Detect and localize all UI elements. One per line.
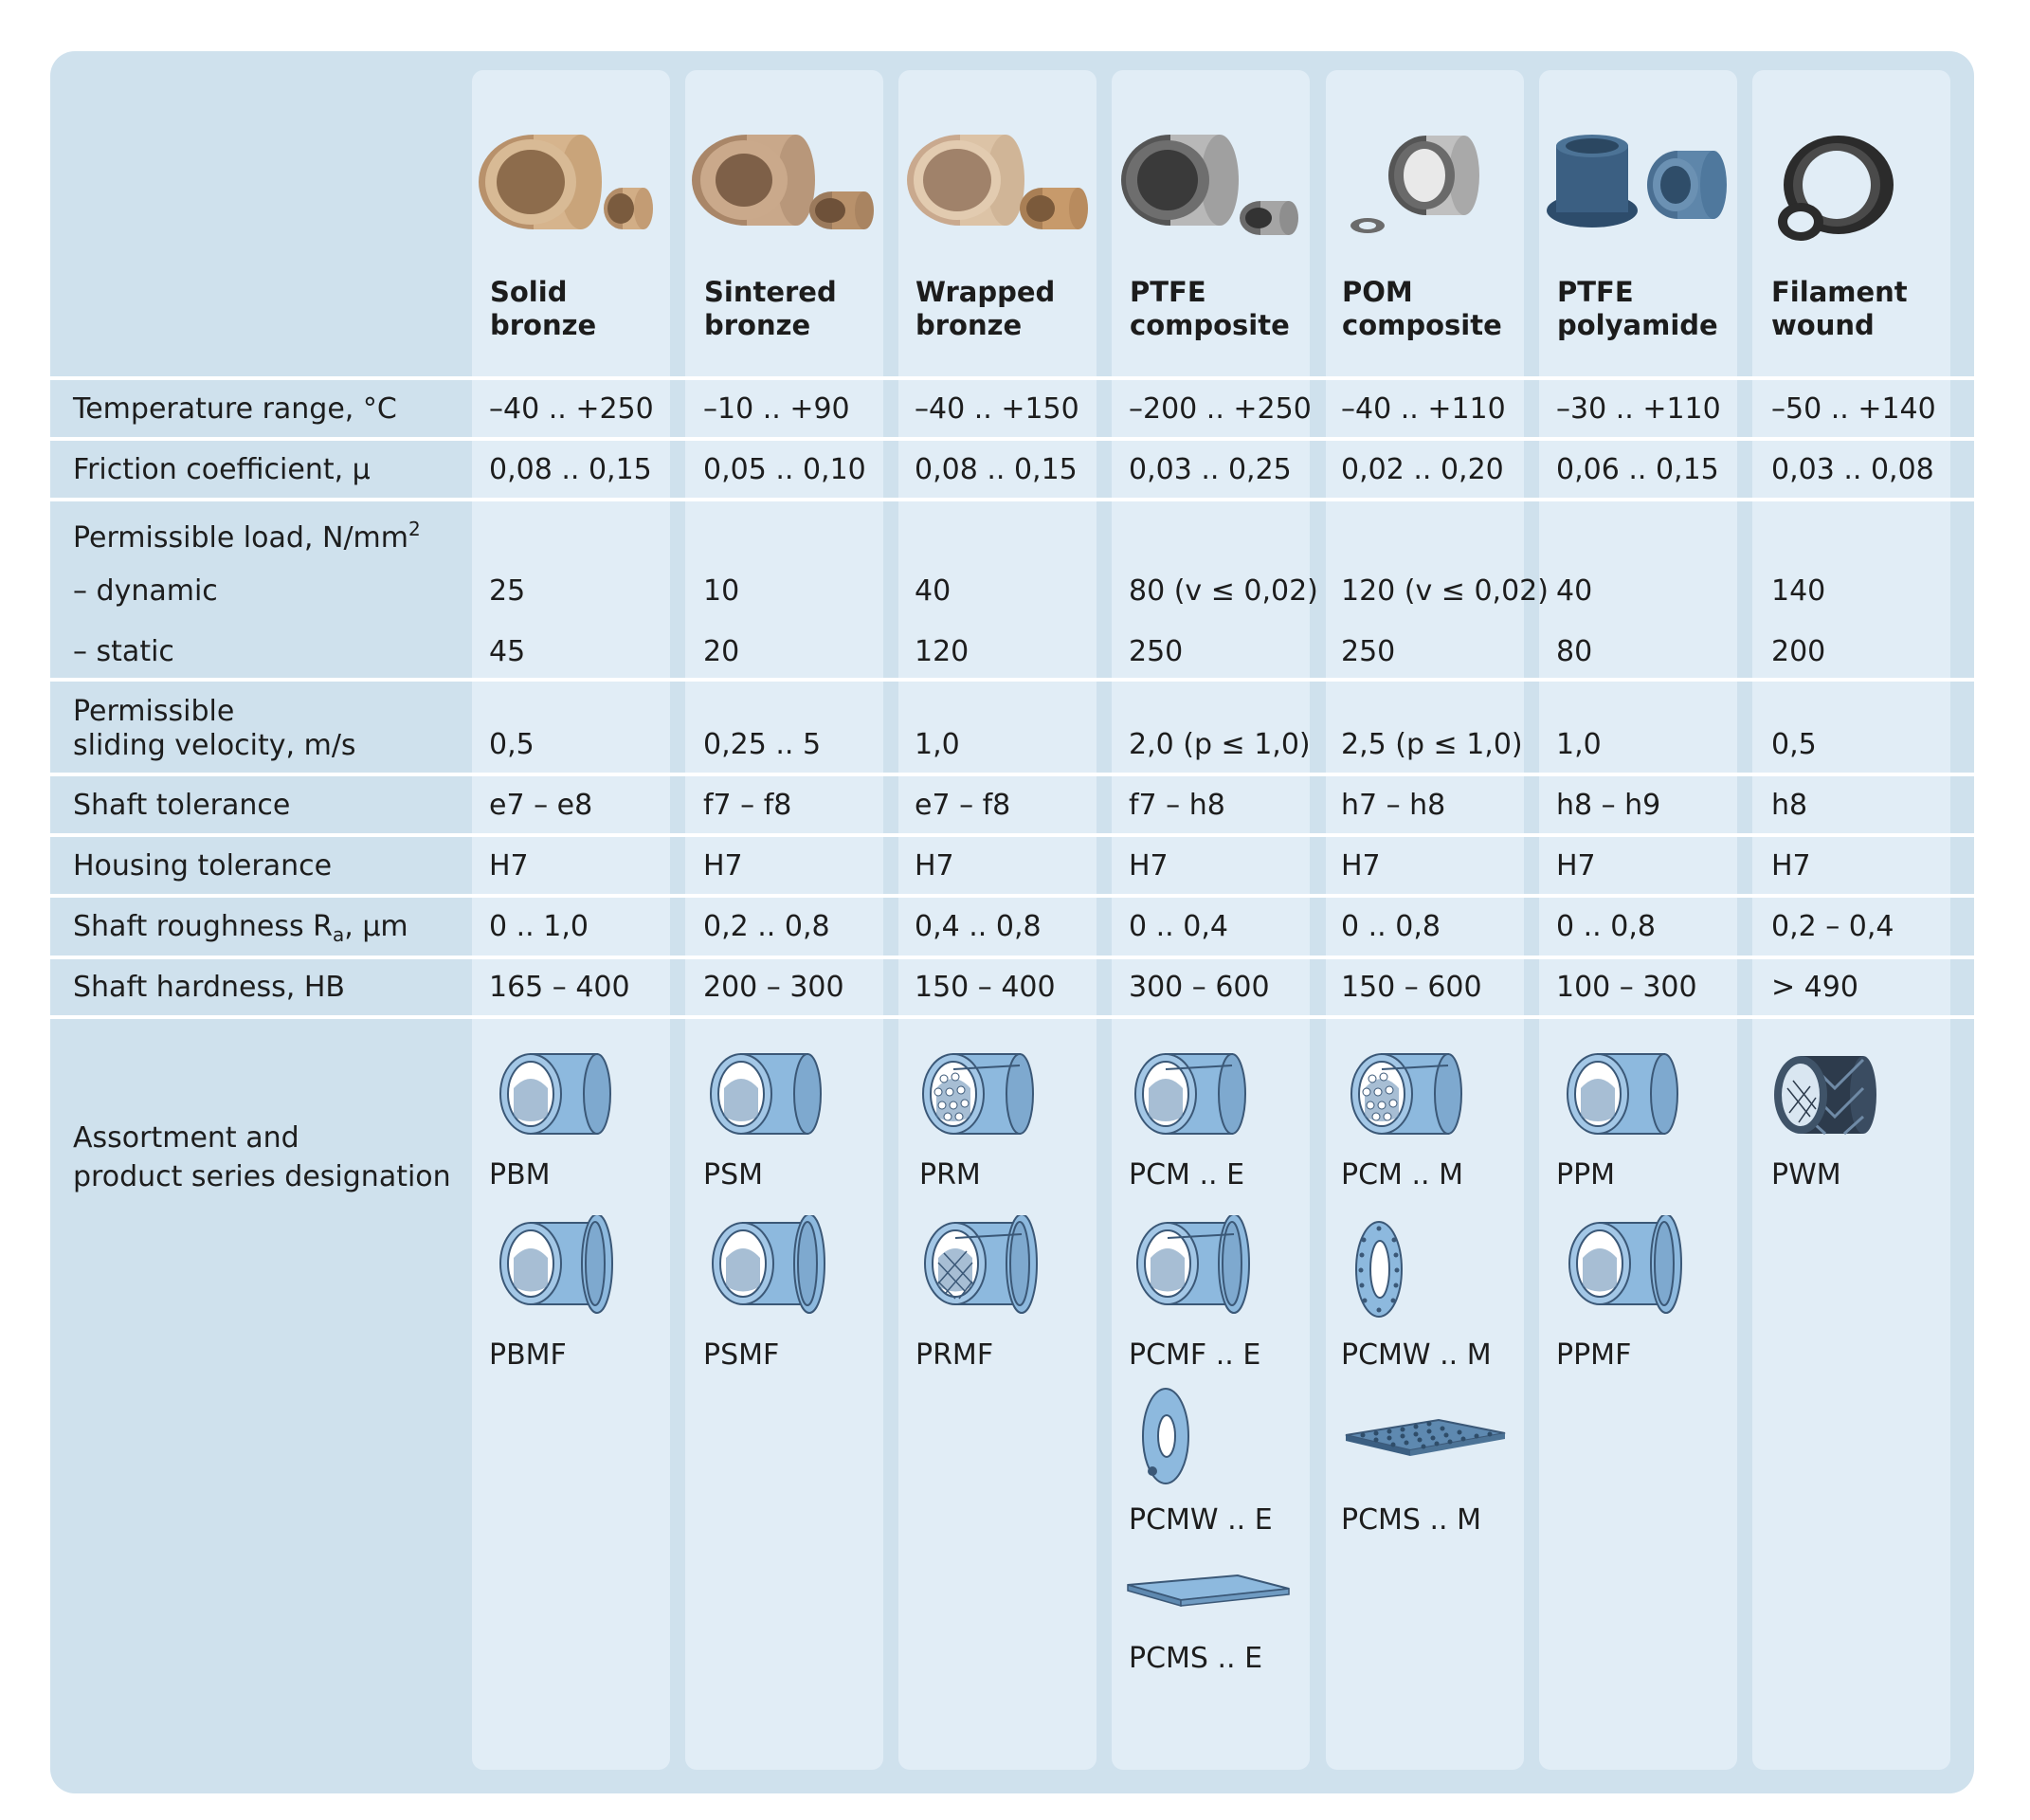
title-line: Filament [1771, 276, 1908, 308]
shaft-tolerance-value: h8 – h9 [1556, 789, 1661, 822]
cylindrical-bushing-icon [1344, 1050, 1467, 1141]
label-static: – static [73, 635, 174, 668]
hardness-value: 200 – 300 [703, 971, 844, 1004]
header-solid-bronze [490, 276, 670, 342]
dynamic-load-value: 140 [1771, 574, 1826, 608]
label-subscript: a [332, 923, 345, 946]
friction-value: 0,06 .. 0,15 [1556, 453, 1719, 486]
ptfe-polyamide-bushing-image [1545, 133, 1734, 242]
title-line: bronze [490, 309, 597, 341]
temperature-value: –50 .. +140 [1771, 392, 1936, 426]
housing-tolerance-value: H7 [703, 849, 743, 883]
header-ptfe-polyamide [1557, 276, 1737, 342]
friction-value: 0,08 .. 0,15 [489, 453, 652, 486]
velocity-value: 0,5 [1771, 728, 1817, 761]
solid-bronze-bushing-image [479, 133, 668, 242]
row-divider [50, 678, 1974, 682]
friction-value: 0,05 .. 0,10 [703, 453, 866, 486]
housing-tolerance-value: H7 [1129, 849, 1169, 883]
velocity-value: 2,5 (p ≤ 1,0) [1341, 728, 1523, 761]
product-designation: PCM .. M [1341, 1158, 1463, 1192]
velocity-value: 0,25 .. 5 [703, 728, 822, 761]
product-designation: PPM [1556, 1158, 1616, 1192]
velocity-value: 2,0 (p ≤ 1,0) [1129, 728, 1311, 761]
product-designation: PCMW .. M [1341, 1338, 1492, 1372]
row-divider [50, 437, 1974, 441]
label-line: Assortment and [73, 1121, 299, 1155]
title-line: POM [1342, 276, 1413, 308]
shaft-tolerance-value: e7 – e8 [489, 789, 593, 822]
label-shaft-tolerance: Shaft tolerance [73, 789, 291, 822]
hardness-value: 100 – 300 [1556, 971, 1697, 1004]
roughness-value: 0,4 .. 0,8 [915, 910, 1042, 943]
housing-tolerance-value: H7 [915, 849, 954, 883]
title-line: Wrapped [915, 276, 1056, 308]
flanged-bushing-icon [917, 1215, 1050, 1318]
header-wrapped-bronze [915, 276, 1096, 342]
product-designation: PBMF [489, 1338, 567, 1372]
friction-value: 0,03 .. 0,08 [1771, 453, 1934, 486]
roughness-value: 0 .. 0,8 [1556, 910, 1656, 943]
title-line: wound [1771, 309, 1875, 341]
hardness-value: 150 – 600 [1341, 971, 1482, 1004]
flanged-bushing-icon [493, 1215, 625, 1318]
roughness-value: 0 .. 0,8 [1341, 910, 1441, 943]
dynamic-load-value: 40 [915, 574, 952, 608]
header-sintered-bronze [704, 276, 884, 342]
label-permissible-load [73, 512, 421, 555]
thrust-washer-icon [1350, 1217, 1407, 1321]
dynamic-load-value: 80 (v ≤ 0,02) [1129, 574, 1318, 608]
temperature-value: –30 .. +110 [1556, 392, 1721, 426]
title-line: composite [1130, 309, 1290, 341]
flanged-bushing-icon [705, 1215, 838, 1318]
roughness-value: 0 .. 0,4 [1129, 910, 1228, 943]
title-line: PTFE [1557, 276, 1634, 308]
friction-value: 0,03 .. 0,25 [1129, 453, 1292, 486]
label-dynamic: – dynamic [73, 574, 218, 608]
product-designation: PWM [1771, 1158, 1841, 1192]
label-friction-coefficient: Friction coefficient, μ [73, 453, 371, 486]
hardness-value: 165 – 400 [489, 971, 630, 1004]
hardness-value: > 490 [1771, 971, 1858, 1004]
hardness-value: 150 – 400 [915, 971, 1056, 1004]
sintered-bronze-bushing-image [692, 133, 881, 242]
static-load-value: 200 [1771, 635, 1826, 668]
shaft-tolerance-value: h8 [1771, 789, 1808, 822]
hardness-value: 300 – 600 [1129, 971, 1270, 1004]
strip-icon [1126, 1574, 1292, 1621]
shaft-tolerance-value: e7 – f8 [915, 789, 1011, 822]
temperature-value: –40 .. +110 [1341, 392, 1506, 426]
cylindrical-bushing-icon [493, 1050, 616, 1141]
title-line: bronze [915, 309, 1023, 341]
housing-tolerance-value: H7 [489, 849, 529, 883]
friction-value: 0,08 .. 0,15 [915, 453, 1078, 486]
static-load-value: 250 [1129, 635, 1184, 668]
filament-wound-bushing-icon [1768, 1050, 1892, 1141]
row-divider [50, 833, 1974, 837]
temperature-value: –10 .. +90 [703, 392, 850, 426]
product-designation: PRMF [915, 1338, 994, 1372]
temperature-value: –40 .. +250 [489, 392, 654, 426]
label-shaft-roughness [73, 910, 408, 952]
label-temperature-range: Temperature range, °C [73, 392, 397, 426]
shaft-tolerance-value: f7 – f8 [703, 789, 792, 822]
cylindrical-bushing-icon [703, 1050, 826, 1141]
wrapped-bronze-bushing-image [905, 133, 1095, 242]
static-load-value: 120 [915, 635, 970, 668]
header-pom-composite [1342, 276, 1522, 342]
housing-tolerance-value: H7 [1341, 849, 1381, 883]
static-load-value: 80 [1556, 635, 1593, 668]
static-load-value: 250 [1341, 635, 1396, 668]
temperature-value: –200 .. +250 [1129, 392, 1312, 426]
row-divider [50, 894, 1974, 898]
row-divider [50, 1015, 1974, 1019]
housing-tolerance-value: H7 [1771, 849, 1811, 883]
roughness-value: 0,2 – 0,4 [1771, 910, 1894, 943]
friction-value: 0,02 .. 0,20 [1341, 453, 1504, 486]
dynamic-load-value: 10 [703, 574, 740, 608]
shaft-tolerance-value: h7 – h8 [1341, 789, 1446, 822]
static-load-value: 45 [489, 635, 526, 668]
filament-wound-bushing-image [1772, 133, 1943, 251]
label-text: Shaft roughness R [73, 910, 333, 943]
label-text: Permissible load, N/mm [73, 521, 408, 555]
title-line: polyamide [1557, 309, 1718, 341]
product-designation: PCMS .. M [1341, 1503, 1481, 1537]
label-assortment [73, 1119, 451, 1196]
title-line: PTFE [1130, 276, 1206, 308]
title-line: Sintered [704, 276, 837, 308]
label-shaft-hardness: Shaft hardness, HB [73, 971, 345, 1004]
product-designation: PCMW .. E [1129, 1503, 1273, 1537]
thrust-washer-icon [1137, 1384, 1194, 1488]
dynamic-load-value: 40 [1556, 574, 1593, 608]
housing-tolerance-value: H7 [1556, 849, 1596, 883]
product-designation: PCMS .. E [1129, 1642, 1263, 1675]
cylindrical-bushing-icon [1560, 1050, 1683, 1141]
velocity-value: 1,0 [1556, 728, 1602, 761]
shaft-tolerance-value: f7 – h8 [1129, 789, 1225, 822]
strip-icon [1344, 1414, 1510, 1471]
product-designation: PCM .. E [1129, 1158, 1245, 1192]
product-designation: PSMF [703, 1338, 780, 1372]
pom-composite-bushing-image [1332, 133, 1521, 246]
label-sliding-velocity [73, 695, 356, 763]
label-text: , μm [344, 910, 408, 943]
title-line: Solid [490, 276, 568, 308]
title-line: composite [1342, 309, 1502, 341]
label-line: sliding velocity, m/s [73, 729, 356, 762]
label-superscript: 2 [408, 518, 421, 540]
label-line: product series designation [73, 1160, 451, 1193]
header-filament-wound [1771, 276, 1951, 342]
static-load-value: 20 [703, 635, 740, 668]
row-divider [50, 956, 1974, 959]
flanged-bushing-icon [1130, 1215, 1262, 1318]
row-divider [50, 376, 1974, 380]
product-designation: PRM [919, 1158, 981, 1192]
row-divider [50, 773, 1974, 776]
roughness-value: 0 .. 1,0 [489, 910, 589, 943]
product-designation: PCMF .. E [1129, 1338, 1261, 1372]
product-designation: PPMF [1556, 1338, 1632, 1372]
product-designation: PSM [703, 1158, 764, 1192]
flanged-bushing-icon [1562, 1215, 1695, 1318]
cylindrical-bushing-icon [915, 1050, 1039, 1141]
velocity-value: 1,0 [915, 728, 960, 761]
dynamic-load-value: 25 [489, 574, 526, 608]
title-line: bronze [704, 309, 811, 341]
cylindrical-bushing-icon [1128, 1050, 1251, 1141]
header-ptfe-composite [1130, 276, 1310, 342]
velocity-value: 0,5 [489, 728, 535, 761]
row-divider [50, 498, 1974, 501]
product-designation: PBM [489, 1158, 551, 1192]
ptfe-composite-bushing-image [1118, 133, 1308, 246]
roughness-value: 0,2 .. 0,8 [703, 910, 830, 943]
dynamic-load-value: 120 (v ≤ 0,02) [1341, 574, 1549, 608]
label-line: Permissible [73, 695, 235, 728]
temperature-value: –40 .. +150 [915, 392, 1079, 426]
label-housing-tolerance: Housing tolerance [73, 849, 333, 883]
